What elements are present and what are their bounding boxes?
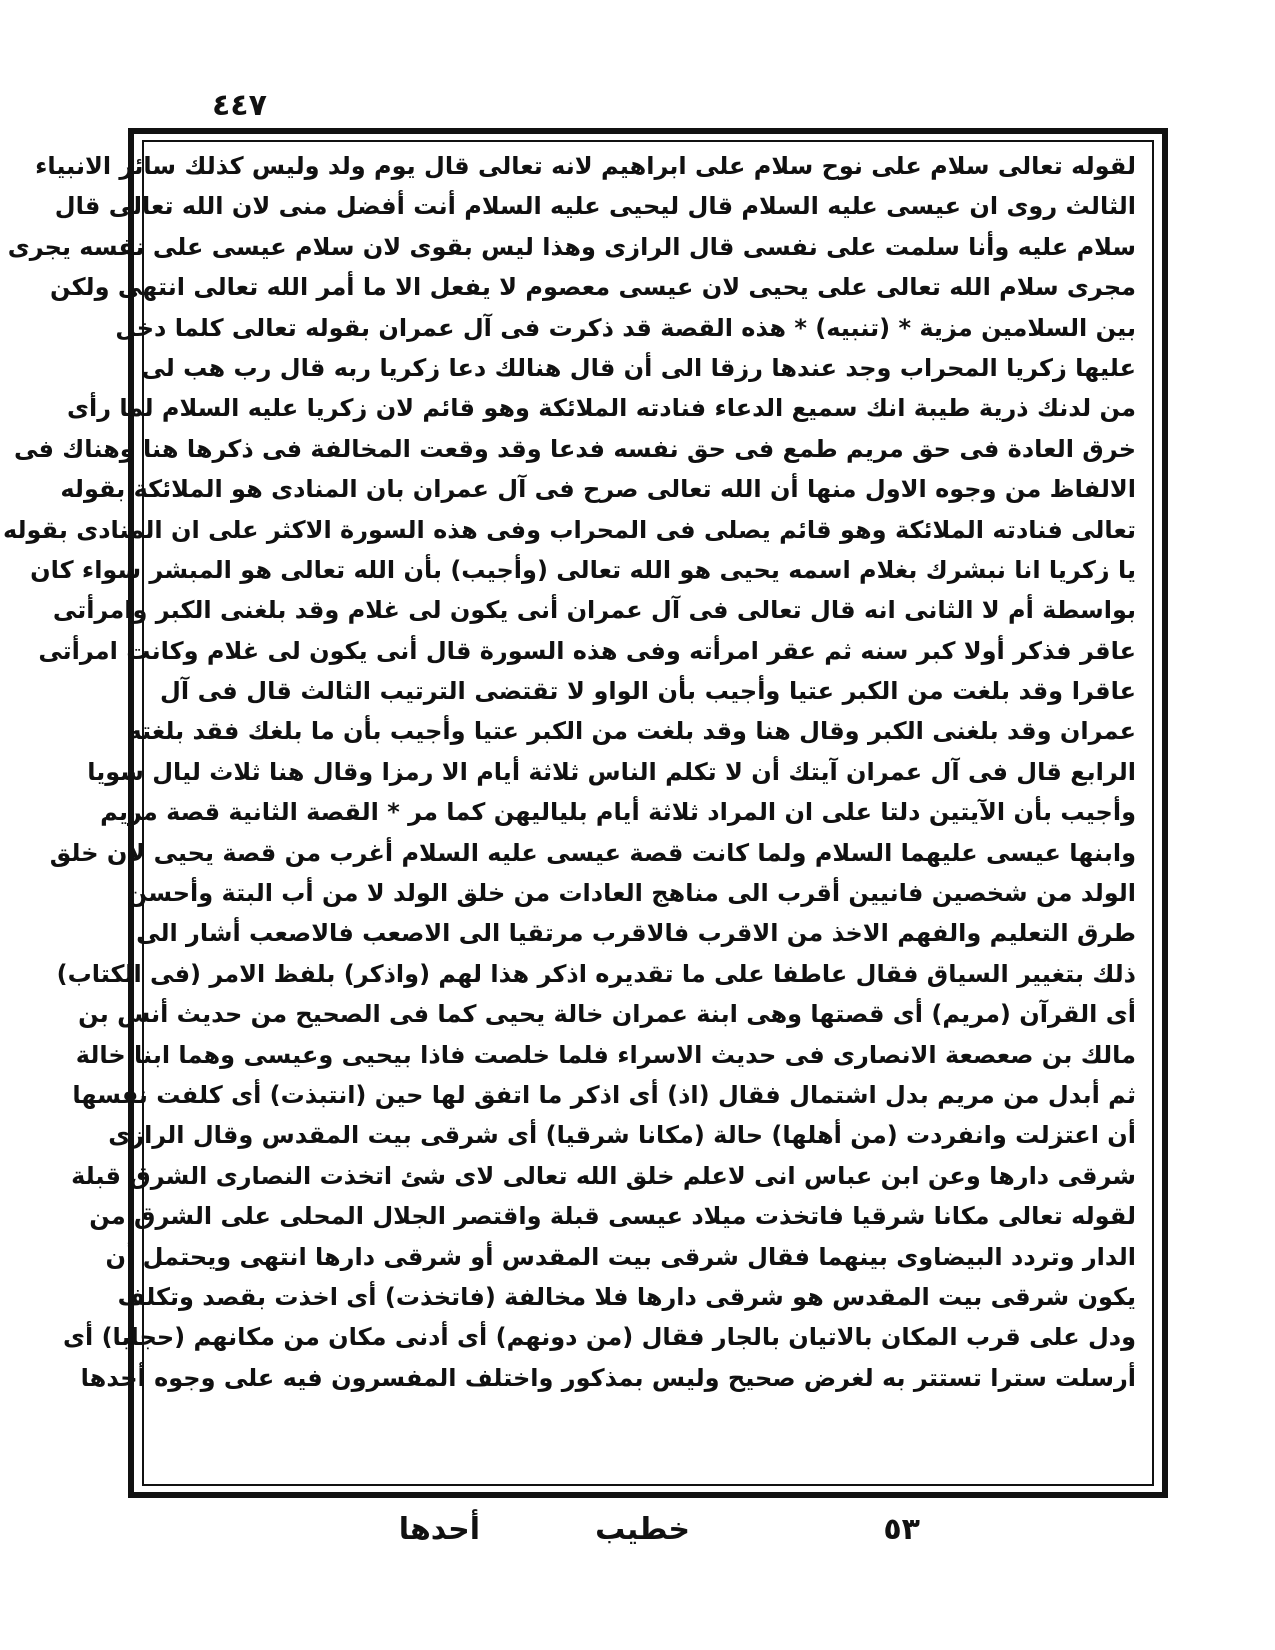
text-line: لقوله تعالى مكانا شرقيا فاتخذت ميلاد عيسى قبلة واقتصر الجلال المحلى على الشرق من	[89, 1202, 1136, 1231]
footer-catchwords	[360, 1512, 920, 1562]
text-line: وأجيب بأن الآيتين دلتا على ان المراد ثلاثة أيام بلياليهن كما مر * القصة الثانية قصة مريم	[100, 798, 1136, 827]
signature-mark: خطيب	[595, 1512, 690, 1547]
text-line: ثم أبدل من مريم بدل اشتمال فقال (اذ) أى اذكر ما اتفق لها حين (انتبذت) أى كلفت نفسها	[72, 1080, 1136, 1109]
text-line: ودل على قرب المكان بالاتيان بالجار فقال (من دونهم) أى أدنى مكان من مكانهم (حجابا) أى	[62, 1323, 1136, 1352]
text-line: أى القرآن (مريم) أى قصتها وهى ابنة عمران خالة يحيى كما فى الصحيح من حديث أنس بن	[78, 1000, 1136, 1029]
text-line: مالك بن صعصعة الانصارى فى حديث الاسراء فلما خلصت فاذا بيحيى وعيسى وهما ابنا خالة	[75, 1040, 1136, 1069]
text-line: الثالث روى ان عيسى عليه السلام قال ليحيى عليه السلام أنت أفضل منى لان الله تعالى قال	[54, 192, 1136, 221]
text-line: أرسلت سترا تستتر به لغرض صحيح وليس بمذكور واختلف المفسرون فيه على وجوه أحدها	[80, 1363, 1136, 1392]
signature-number: ٥٣	[883, 1512, 920, 1547]
text-line: عمران وقد بلغنى الكبر وقال هنا وقد بلغت من الكبر عتيا وأجيب بأن ما بلغك فقد بلغته	[127, 717, 1136, 746]
text-line: سلام عليه وأنا سلمت على نفسى قال الرازى وهذا ليس بقوى لان سلام عيسى على نفسه يجرى	[7, 232, 1136, 261]
text-line: الالفاظ من وجوه الاول منها أن الله تعالى صرح فى آل عمران بان المنادى هو الملائكة بقوله	[60, 475, 1136, 504]
text-line: أن اعتزلت وانفردت (من أهلها) حالة (مكانا شرقيا) أى شرقى بيت المقدس وقال الرازى	[108, 1121, 1136, 1150]
catchword: أحدها	[398, 1512, 480, 1547]
text-line: عاقر فذكر أولا كبر سنه ثم عقر امرأته وفى هذه السورة قال أنى يكون لى غلام وكانت امرأتى	[38, 636, 1136, 665]
text-line: من لدنك ذرية طيبة انك سميع الدعاء فنادته الملائكة وهو قائم لان زكريا عليه السلام لما رأى	[67, 394, 1136, 423]
text-line: لقوله تعالى سلام على نوح سلام على ابراهيم لانه تعالى قال يوم ولد وليس كذلك سائر الانبياء	[35, 152, 1136, 180]
text-line: عاقرا وقد بلغت من الكبر عتيا وأجيب بأن الواو لا تقتضى الترتيب الثالث قال فى آل	[160, 677, 1136, 706]
text-line: بواسطة أم لا الثانى انه قال تعالى فى آل عمران أنى يكون لى غلام وقد بلغنى الكبر وامرأتى	[52, 596, 1136, 625]
text-line: بين السلامين مزية * (تنبيه) * هذه القصة قد ذكرت فى آل عمران بقوله تعالى كلما دخل	[115, 313, 1136, 342]
text-line: طرق التعليم والفهم الاخذ من الاقرب فالاقرب مرتقيا الى الاصعب فالاصعب أشار الى	[136, 919, 1136, 948]
text-line: الرابع قال فى آل عمران آيتك أن لا تكلم الناس ثلاثة أيام الا رمزا وقال هنا ثلاث ليال سويا	[87, 757, 1136, 786]
text-line: الدار وتردد البيضاوى بينهما فقال شرقى بيت المقدس أو شرقى دارها انتهى ويحتمل أن	[105, 1242, 1136, 1271]
text-line: الولد من شخصين فانيين أقرب الى مناهج العادات من خلق الولد لا من أب البتة وأحسن	[126, 879, 1136, 908]
text-line: مجرى سلام الله تعالى على يحيى لان عيسى معصوم لا يفعل الا ما أمر الله تعالى انتهى ولكن	[50, 273, 1136, 302]
text-line: يا زكريا انا نبشرك بغلام اسمه يحيى هو الله تعالى (وأجيب) بأن الله تعالى هو المبشر سواء كان	[30, 555, 1136, 584]
text-line: شرقى دارها وعن ابن عباس انى لاعلم خلق الله تعالى لاى شئ اتخذت النصارى الشرق قبلة	[71, 1161, 1136, 1190]
text-line: خرق العادة فى حق مريم طمع فى حق نفسه فدعا وقد وقعت المخالفة فى ذكرها هنا وهناك فى	[13, 434, 1136, 463]
text-line: ذلك بتغيير السياق فقال عاطفا على ما تقديره اذكر هذا لهم (واذكر) بلفظ الامر (فى الكتاب)	[56, 959, 1136, 988]
text-line: وابنها عيسى عليهما السلام ولما كانت قصة عيسى عليه السلام أغرب من قصة يحيى لان خلق	[49, 838, 1136, 867]
text-line: تعالى فنادته الملائكة وهو قائم يصلى فى المحراب وفى هذه السورة الاكثر على ان المنادى بقوله	[2, 515, 1136, 544]
main-text-block	[2, 146, 1146, 1480]
text-line: عليها زكريا المحراب وجد عندها رزقا الى أن قال هنالك دعا زكريا ربه قال رب هب لى	[141, 353, 1136, 382]
page-number: ٤٤٧	[212, 88, 267, 123]
text-line: يكون شرقى بيت المقدس هو شرقى دارها فلا مخالفة (فاتخذت) أى اخذت بقصد وتكلف	[117, 1282, 1136, 1311]
